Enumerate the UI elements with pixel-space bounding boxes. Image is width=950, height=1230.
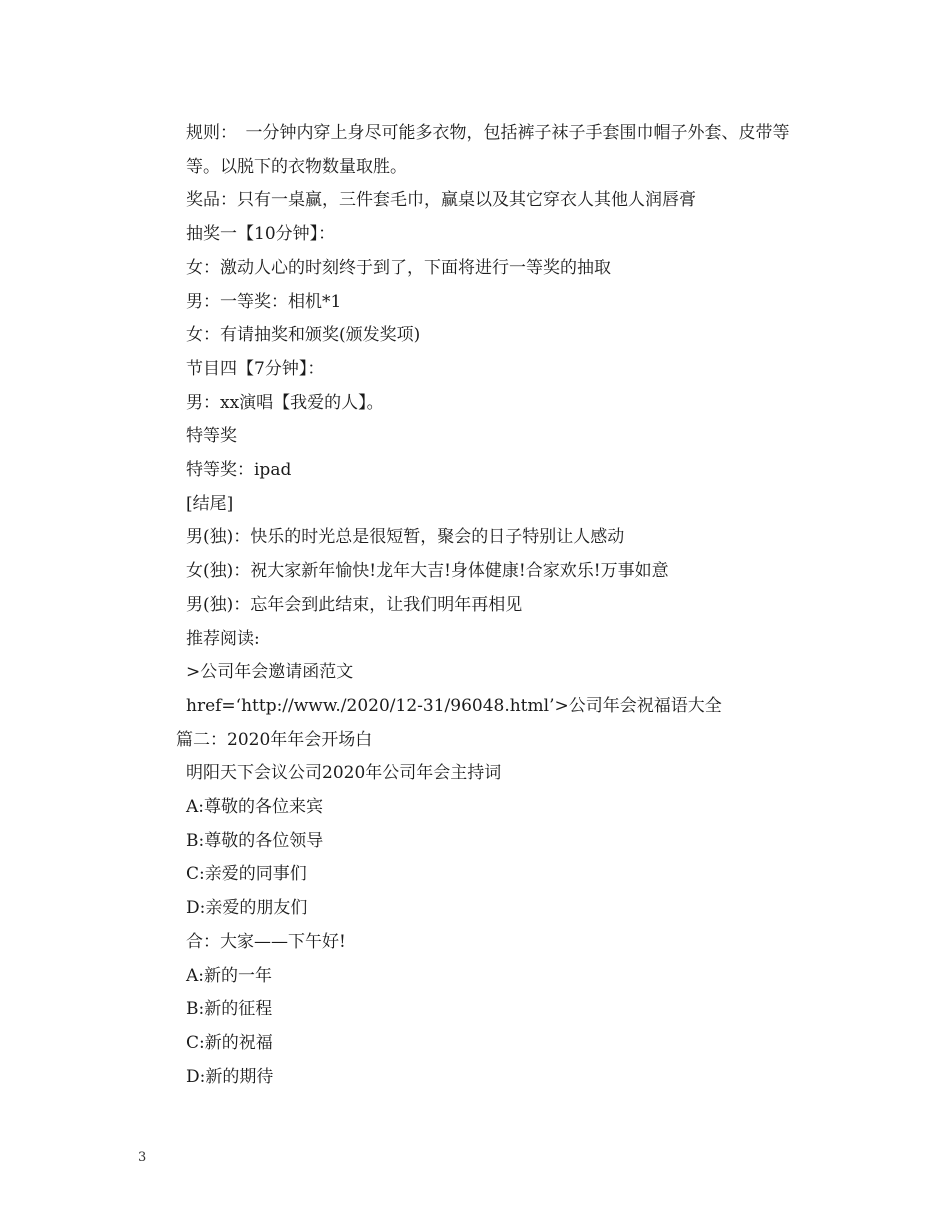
paragraph-female-solo: 女(独)：祝大家新年愉快!龙年大吉!身体健康!合家欢乐!万事如意: [186, 561, 669, 582]
paragraph-grand-prize: 特等奖: [186, 426, 237, 447]
paragraph-d-new-hope: D:新的期待: [186, 1066, 274, 1087]
paragraph-a-new-year: A:新的一年: [186, 965, 273, 986]
paragraph-link-invitation: >公司年会邀请函范文: [186, 662, 354, 683]
section-heading: 篇二：2020年年会开场白: [176, 729, 373, 750]
document-body: [140, 117, 820, 1094]
paragraph-male-solo: 男(独)：快乐的时光总是很短暂，聚会的日子特别让人感动: [186, 527, 625, 548]
paragraph-award-line: 女：有请抽奖和颁奖(颁发奖项): [186, 325, 421, 346]
paragraph-male-closing: 男(独)：忘年会到此结束，让我们明年再相见: [186, 594, 523, 615]
paragraph-rules: 规则： 一分钟内穿上身尽可能多衣物，包括裤子袜子手套围巾帽子外套、皮带等等。以脱下的衣物数量取胜。: [186, 123, 790, 177]
paragraph-d-friends: D:亲爱的朋友们: [186, 898, 308, 919]
paragraph-ending: [结尾]: [186, 493, 234, 514]
paragraph-a-guests: A:尊敬的各位来宾: [186, 797, 324, 818]
paragraph-prize: 奖品：只有一桌赢，三件套毛巾，赢桌以及其它穿衣人其他人润唇膏: [186, 190, 696, 211]
paragraph-lottery-one: 抽奖一【10分钟】：: [186, 224, 336, 245]
paragraph-first-prize: 男：一等奖：相机*1: [186, 291, 342, 312]
paragraph-recommended: 推荐阅读:: [186, 628, 260, 649]
paragraph-c-colleagues: C:亲爱的同事们: [186, 864, 307, 885]
paragraph-grand-prize-item: 特等奖：ipad: [186, 460, 292, 481]
page-number: 3: [138, 1150, 147, 1165]
paragraph-host-title: 明阳天下会议公司2020年公司年会主持词: [186, 763, 502, 784]
paragraph-program-four: 节目四【7分钟】：: [186, 358, 325, 379]
paragraph-together: 合：大家——下午好!: [186, 931, 346, 952]
paragraph-song: 男：xx演唱【我爱的人】。: [186, 392, 384, 413]
paragraph-b-new-journey: B:新的征程: [186, 999, 273, 1020]
paragraph-b-leaders: B:尊敬的各位领导: [186, 830, 324, 851]
paragraph-link-blessings: href=‘http://www./2020/12-31/96048.html’>公司年会祝福语大全: [186, 695, 722, 716]
paragraph-female-line: 女：激动人心的时刻终于到了，下面将进行一等奖的抽取: [186, 257, 611, 278]
paragraph-c-new-blessing: C:新的祝福: [186, 1032, 273, 1053]
